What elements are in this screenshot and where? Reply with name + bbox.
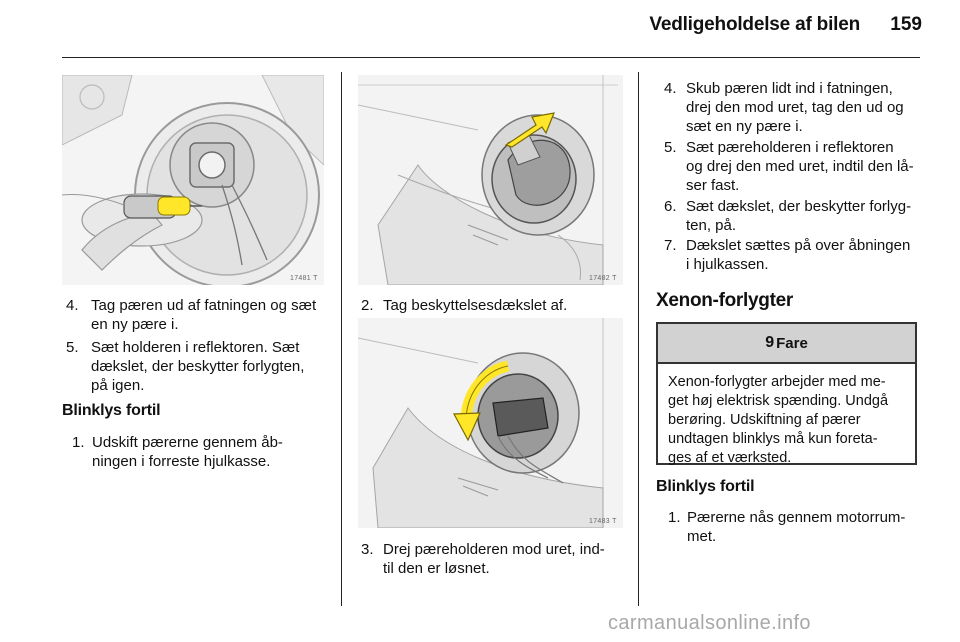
headlamp-bulb-illustration <box>62 75 324 285</box>
warning-label: Fare <box>776 334 808 352</box>
subheading-blinklys: Blinklys fortil <box>62 402 161 419</box>
step-number: 1. <box>668 509 681 526</box>
column-divider-2 <box>638 72 639 606</box>
figure-holder-rotation <box>358 318 623 528</box>
step-text-line: og drej den med uret, indtil den lå- <box>686 158 914 175</box>
page-number: 159 <box>890 14 922 35</box>
step-text-line: sæt en ny pære i. <box>686 118 803 135</box>
step-text-line: ser fast. <box>686 177 740 194</box>
figure-number: 17482 T <box>589 275 617 282</box>
step-text-line: Udskift pærerne gennem åb- <box>92 434 283 451</box>
step-text-line: til den er løsnet. <box>383 560 490 577</box>
step-text-line: Drej pæreholderen mod uret, ind- <box>383 541 605 558</box>
step-number: 4. <box>66 297 79 314</box>
step-number: 3. <box>361 541 374 558</box>
warning-text-line: undtagen blinklys må kun foreta- <box>668 431 878 447</box>
section-heading-xenon: Xenon-forlygter <box>656 290 793 311</box>
warning-box <box>656 322 917 465</box>
figure-cover-removal <box>358 75 623 285</box>
warning-header <box>658 324 915 364</box>
step-text-line: Sæt holderen i reflektoren. Sæt <box>91 339 300 356</box>
step-number: 7. <box>664 237 677 254</box>
step-text-line: i hjulkassen. <box>686 256 769 273</box>
column-divider-1 <box>341 72 342 606</box>
figure-number: 17481 T <box>290 275 318 282</box>
step-text-line: dækslet, der beskytter forlygten, <box>91 358 305 375</box>
step-number: 5. <box>66 339 79 356</box>
step-number: 4. <box>664 80 677 97</box>
warning-text <box>668 373 913 468</box>
step-text-line: Skub pæren lidt ind i fatningen, <box>686 80 893 97</box>
step-number: 2. <box>361 297 374 314</box>
step-text-line: på igen. <box>91 377 145 394</box>
step-text-line: ten, på. <box>686 217 737 234</box>
warning-text-line: Xenon-forlygter arbejder med me- <box>668 374 886 390</box>
header-rule <box>62 57 920 58</box>
figure-headlamp-bulb <box>62 75 324 285</box>
step-text-line: Tag pæren ud af fatningen og sæt <box>91 297 317 314</box>
warning-text-line: get høj elektrisk spænding. Undgå <box>668 393 889 409</box>
step-text-line: Sæt dækslet, der beskytter forlyg- <box>686 198 912 215</box>
step-number: 1. <box>72 434 85 451</box>
step-number: 5. <box>664 139 677 156</box>
page-title: Vedligeholdelse af bilen <box>649 14 860 35</box>
warning-text-line: berøring. Udskiftning af pærer <box>668 412 861 428</box>
step-text-line: drej den mod uret, tag den ud og <box>686 99 904 116</box>
step-text-line: ningen i forreste hjulkasse. <box>92 453 271 470</box>
step-text-line: met. <box>687 528 717 545</box>
watermark: carmanualsonline.info <box>608 612 811 634</box>
warning-text-line: ges af et værksted. <box>668 450 792 466</box>
step-text-line: Sæt pæreholderen i reflektoren <box>686 139 894 156</box>
cover-removal-illustration <box>358 75 623 285</box>
step-text-line: en ny pære i. <box>91 316 179 333</box>
step-text-line: Pærerne nås gennem motorrum- <box>687 509 906 526</box>
subheading-blinklys-2: Blinklys fortil <box>656 478 755 495</box>
figure-number: 17483 T <box>589 518 617 525</box>
step-number: 6. <box>664 198 677 215</box>
holder-rotation-illustration <box>358 318 623 528</box>
step-text-line: Dækslet sættes på over åbningen <box>686 237 911 254</box>
warning-icon: 9 <box>765 334 775 351</box>
step-text-line: Tag beskyttelsesdækslet af. <box>383 297 568 314</box>
